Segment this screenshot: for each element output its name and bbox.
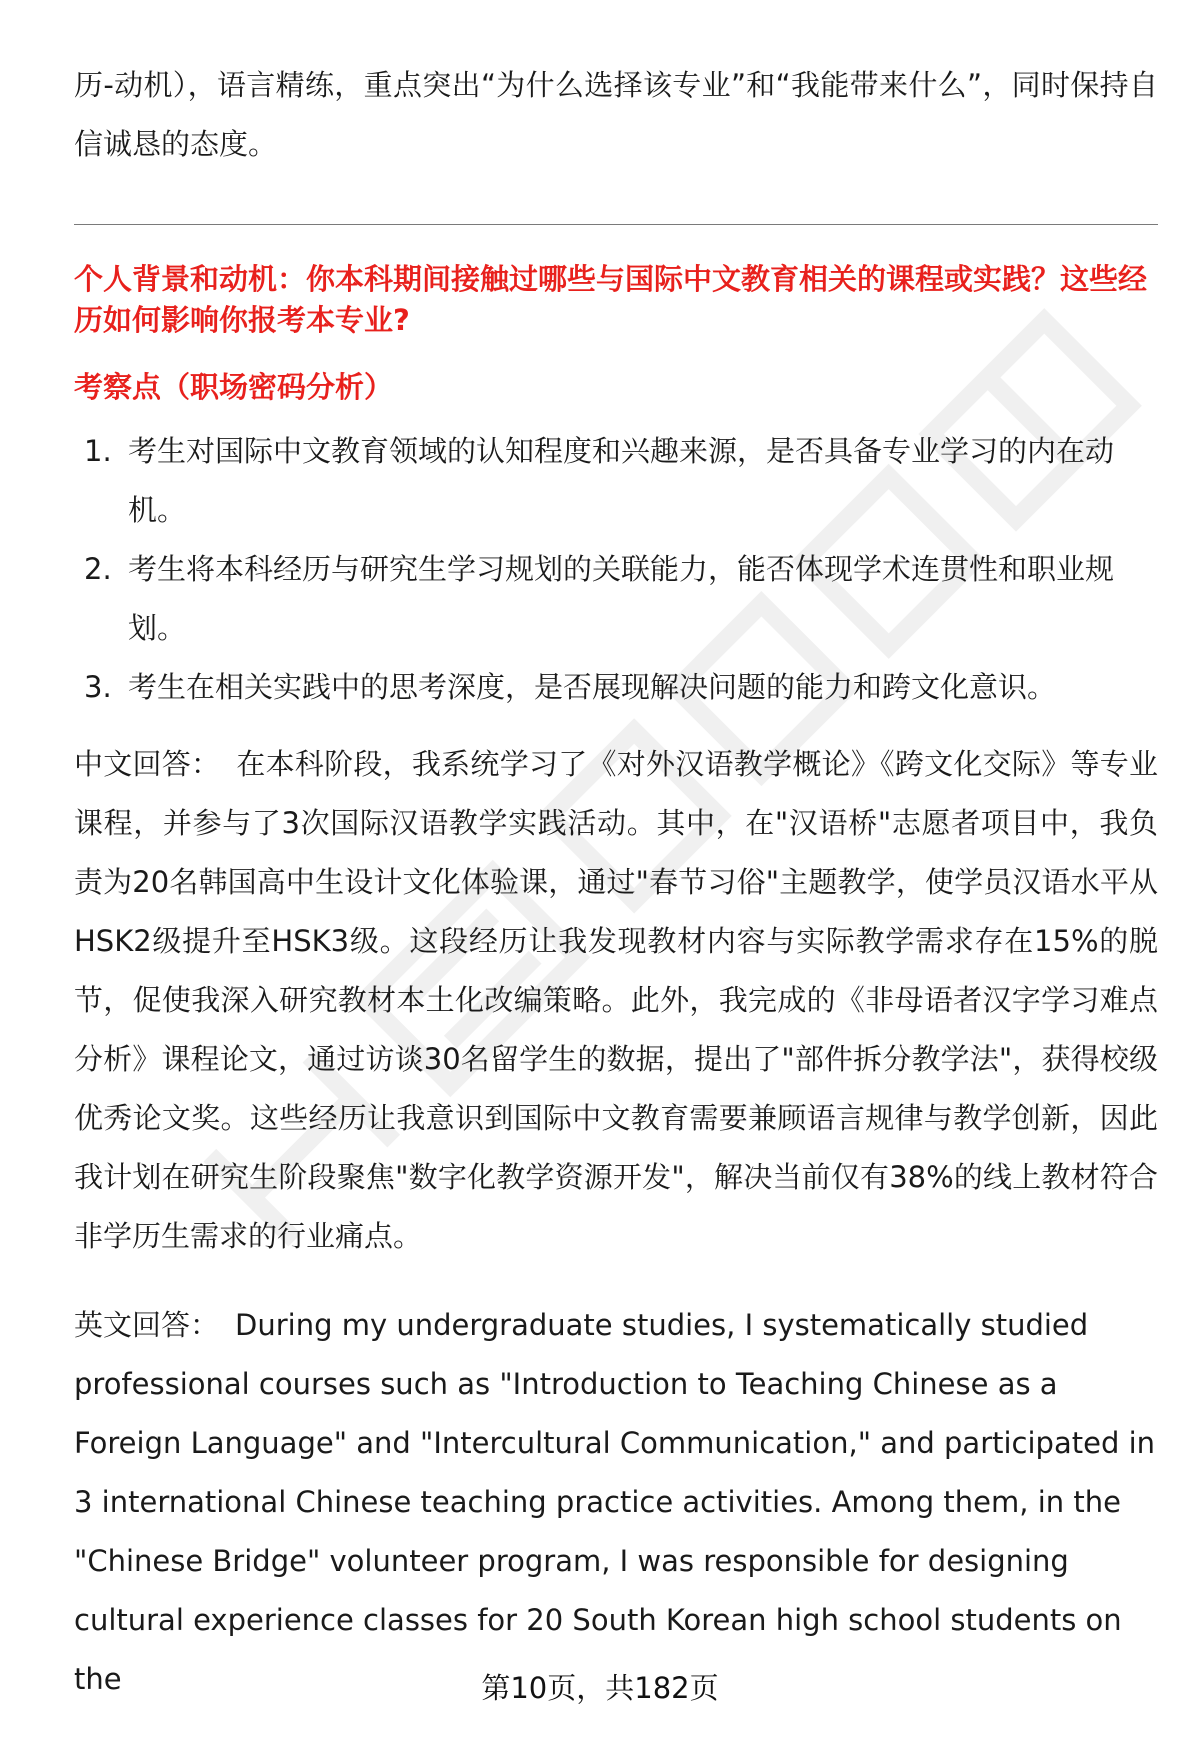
english-answer-text: During my undergraduate studies, I systematically studied professional courses such as "Introduction to Teaching Chinese as a Foreign Language" and "Intercultural Communication," and participated in 3 international Chinese teaching practice activities. Among them, in the "Chinese Bridge" volunteer program, I was responsible for designing cultural experience classes for 20 South Korean high school students on the: [74, 1308, 1156, 1696]
page-number-footer: 第10页，共182页: [481, 1671, 719, 1705]
chinese-answer: [74, 735, 1158, 1266]
document-page: [74, 56, 1158, 1709]
exam-points-list: [74, 422, 1158, 717]
intro-paragraph: 历-动机），语言精练，重点突出“为什么选择该专业”和“我能带来什么”，同时保持自信诚恳的态度。: [74, 68, 1158, 161]
list-item-number: 3.: [84, 670, 112, 704]
exam-points-title: 考察点（职场密码分析）: [74, 370, 394, 404]
list-item-text: 考生将本科经历与研究生学习规划的关联能力，能否体现学术连贯性和职业规划。: [128, 552, 1115, 645]
list-item: [74, 422, 1158, 540]
english-answer-label: 英文回答：: [74, 1308, 220, 1342]
list-item: [74, 658, 1158, 717]
chinese-answer-text: 在本科阶段，我系统学习了《对外汉语教学概论》《跨文化交际》等专业课程，并参与了3次国际汉语教学实践活动。其中，在"汉语桥"志愿者项目中，我负责为20名韩国高中生设计文化体验课，通过"春节习俗"主题教学，使学员汉语水平从HSK2级提升至HSK3级。这段经历让我发现教材内容与实际教学需求存在15%的脱节，促使我深入研究教材本土化改编策略。此外，我完成的《非母语者汉字学习难点分析》课程论文，通过访谈30名留学生的数据，提出了"部件拆分教学法"，获得校级优秀论文奖。这些经历让我意识到国际中文教育需要兼顾语言规律与教学创新，因此我计划在研究生阶段聚焦"数字化教学资源开发"，解决当前仅有38%的线上教材符合非学历生需求的行业痛点。: [74, 747, 1158, 1253]
section-divider: [74, 224, 1158, 225]
list-item-text: 考生在相关实践中的思考深度，是否展现解决问题的能力和跨文化意识。: [128, 670, 1057, 704]
list-item-number: 1.: [84, 434, 112, 468]
list-item-number: 2.: [84, 552, 112, 586]
list-item-text: 考生对国际中文教育领域的认知程度和兴趣来源，是否具备专业学习的内在动机。: [128, 434, 1115, 527]
english-answer: [74, 1296, 1158, 1709]
question-heading: 个人背景和动机：你本科期间接触过哪些与国际中文教育相关的课程或实践？这些经历如何影响你报考本专业?: [74, 262, 1148, 337]
chinese-answer-label: 中文回答：: [74, 747, 221, 781]
list-item: [74, 540, 1158, 658]
